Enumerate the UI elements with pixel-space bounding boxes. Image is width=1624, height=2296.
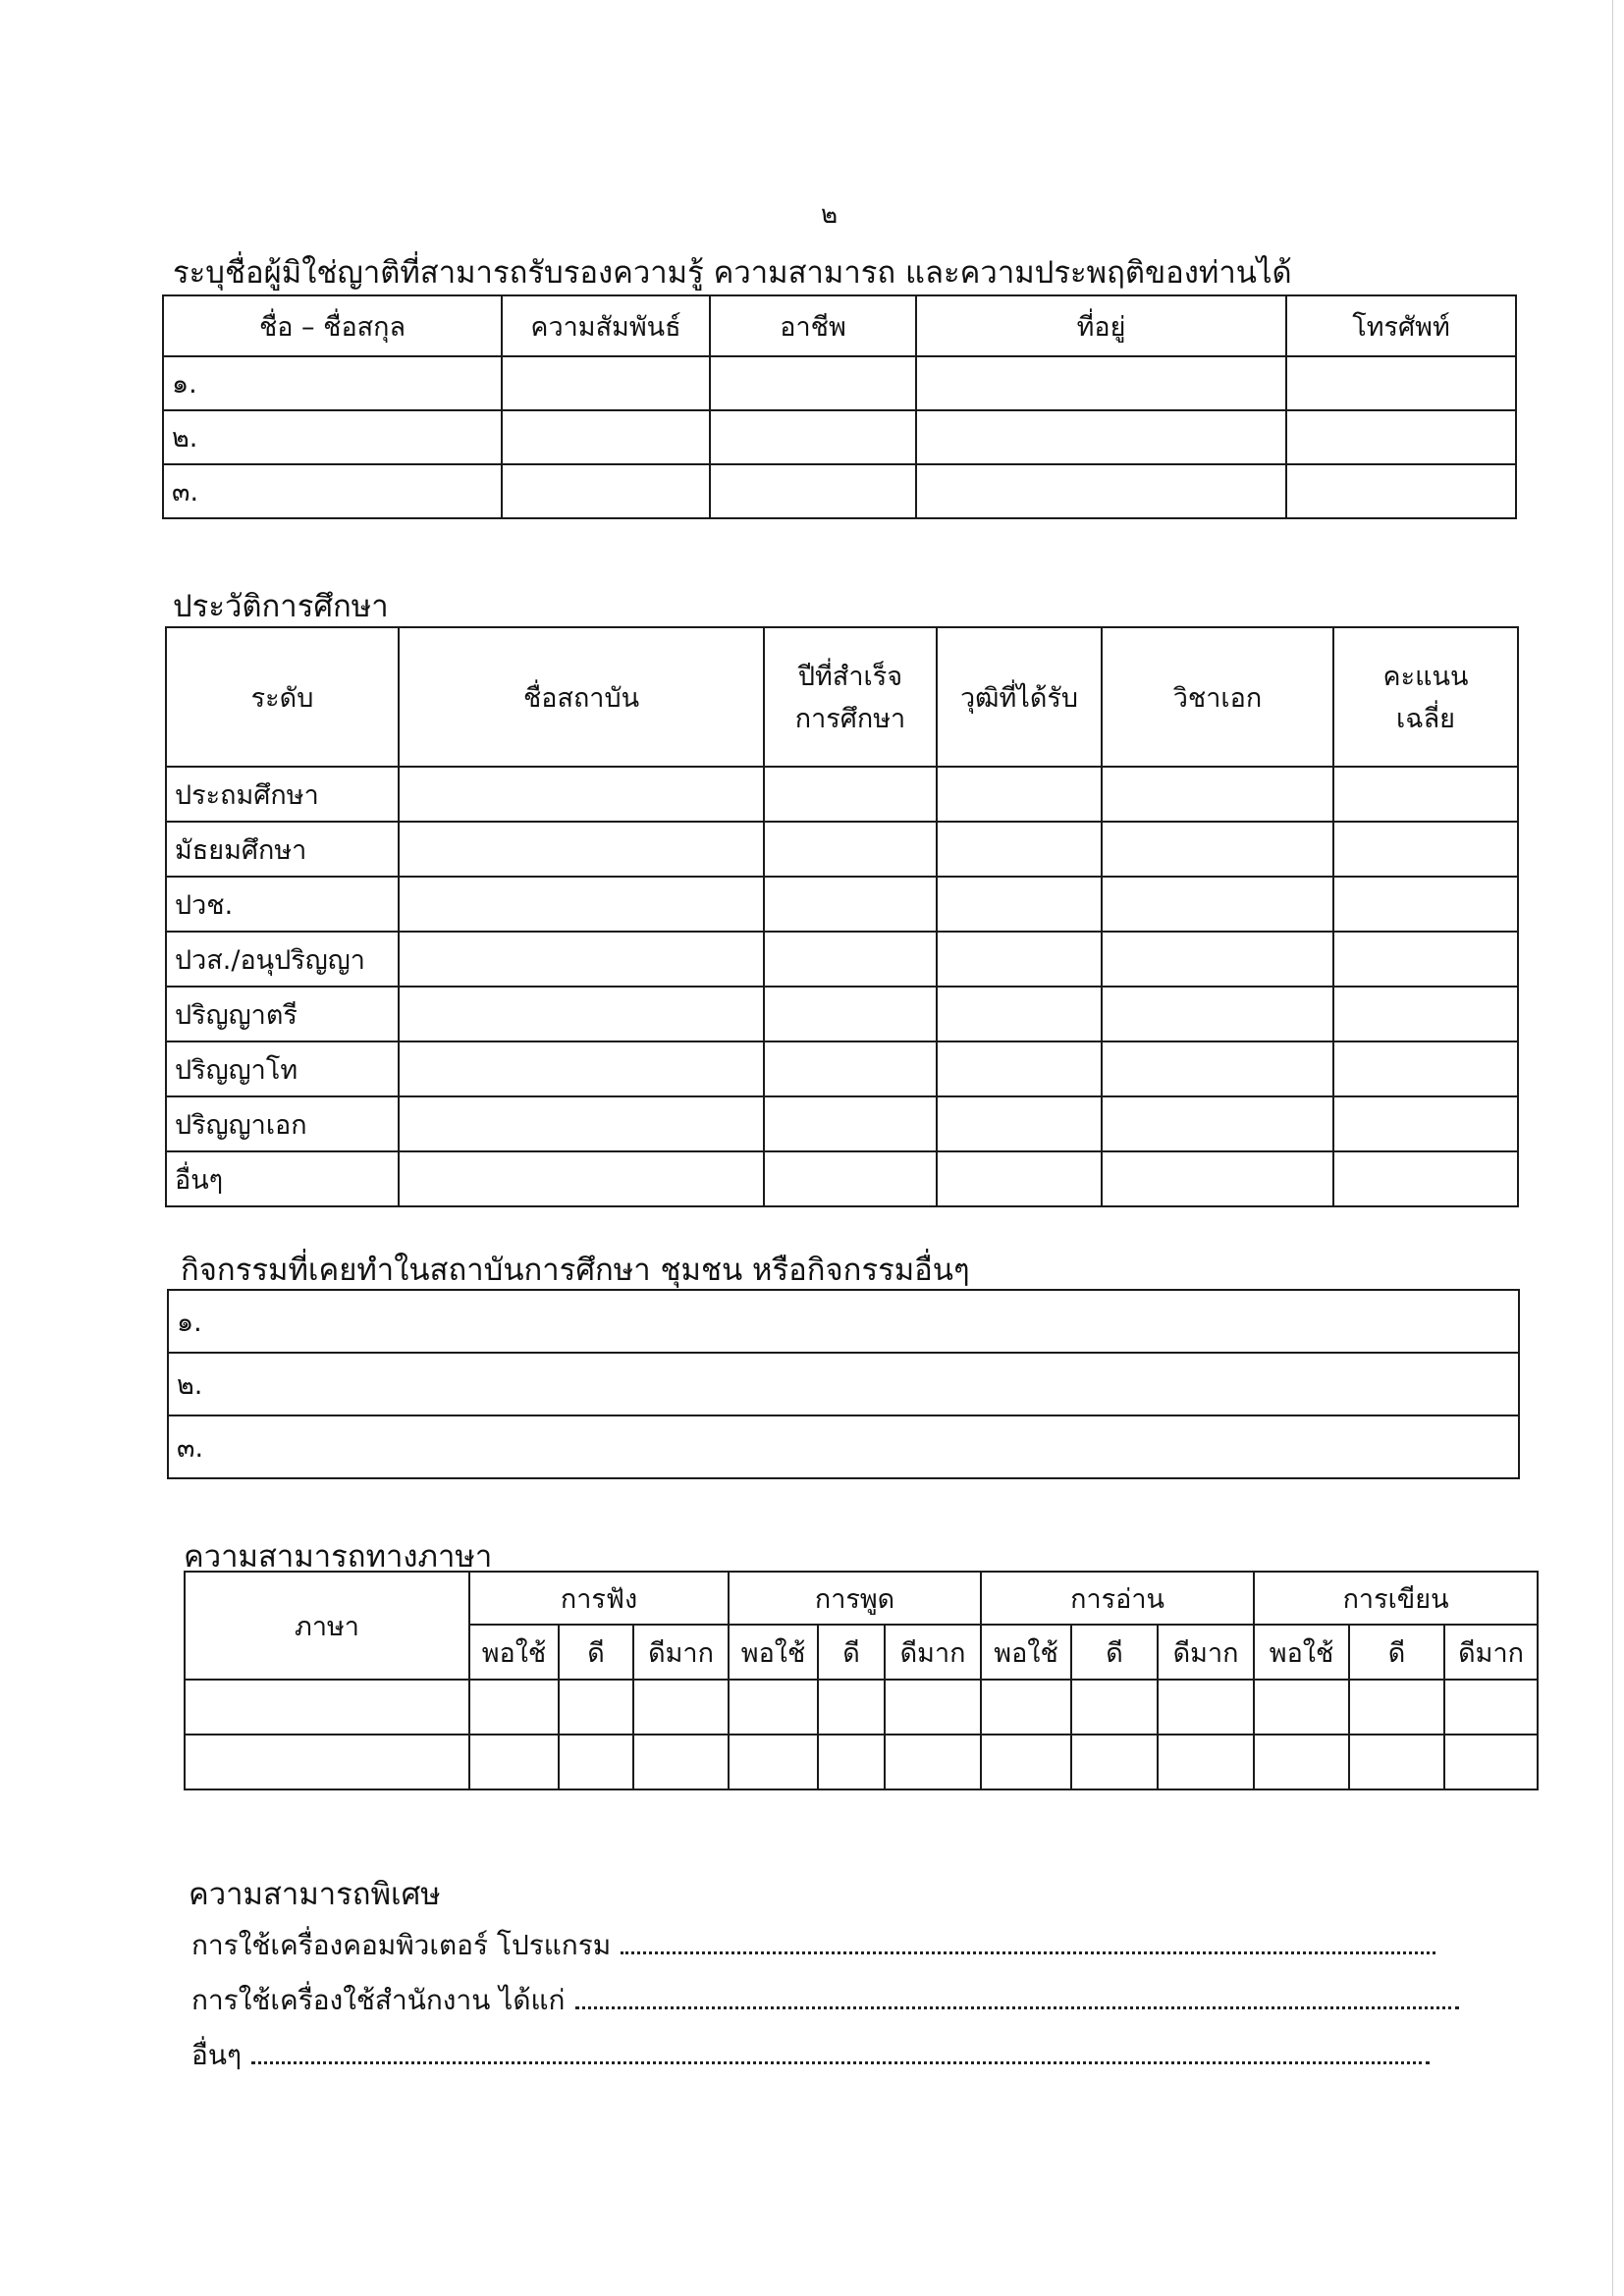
level-fair: พอใช้ [729, 1625, 818, 1680]
header-graduation-year [764, 627, 937, 767]
education-table [165, 626, 1519, 1207]
input-cell[interactable] [559, 1735, 633, 1789]
header-name: ชื่อ – ชื่อสกุล [163, 295, 502, 356]
header-gpa-line1: คะแนน [1382, 662, 1469, 692]
references-heading: ระบุชื่อผู้มิใช่ญาติที่สามารถรับรองความรู้ ความสามารถ และความประพฤติของท่านได้ [173, 255, 1292, 291]
input-cell[interactable] [1102, 932, 1333, 987]
activity-line[interactable]: ๑. [168, 1290, 1519, 1353]
input-cell[interactable] [1444, 1735, 1538, 1789]
input-cell[interactable] [818, 1680, 885, 1735]
input-cell[interactable] [818, 1735, 885, 1789]
office-ability-line [191, 1979, 1459, 2022]
input-cell[interactable] [1333, 1041, 1518, 1096]
level-good: ดี [1071, 1625, 1158, 1680]
table-row [185, 1680, 1538, 1735]
education-heading: ประวัติการศึกษา [173, 589, 389, 624]
input-cell[interactable] [764, 822, 937, 877]
input-cell[interactable] [1349, 1680, 1444, 1735]
other-ability-label: อื่นๆ [191, 2039, 242, 2071]
input-cell[interactable] [729, 1680, 818, 1735]
computer-ability-field[interactable] [621, 1930, 1435, 1954]
input-cell[interactable] [916, 356, 1286, 410]
level-excellent: ดีมาก [633, 1625, 729, 1680]
level-good: ดี [1349, 1625, 1444, 1680]
table-row [166, 1151, 1518, 1206]
input-cell[interactable] [1444, 1680, 1538, 1735]
input-cell[interactable] [633, 1680, 729, 1735]
education-level: ปวส./อนุปริญญา [166, 932, 399, 987]
header-graduation-year-line2: การศึกษา [794, 704, 906, 734]
input-cell[interactable] [710, 356, 916, 410]
input-cell[interactable] [916, 410, 1286, 464]
level-good: ดี [559, 1625, 633, 1680]
other-ability-line [191, 2034, 1430, 2077]
row-number: ๓. [163, 464, 502, 518]
table-row [166, 822, 1518, 877]
computer-ability-label: การใช้เครื่องคอมพิวเตอร์ โปรแกรม [191, 1929, 612, 1961]
input-cell[interactable] [764, 932, 937, 987]
level-good: ดี [818, 1625, 885, 1680]
header-institution: ชื่อสถาบัน [399, 627, 764, 767]
education-level: ปริญญาโท [166, 1041, 399, 1096]
level-excellent: ดีมาก [1444, 1625, 1538, 1680]
header-occupation: อาชีพ [710, 295, 916, 356]
header-gpa-line2: เฉลี่ย [1396, 704, 1455, 734]
input-cell[interactable] [1333, 987, 1518, 1041]
header-relationship: ความสัมพันธ์ [502, 295, 710, 356]
input-cell[interactable] [937, 932, 1102, 987]
header-phone: โทรศัพท์ [1286, 295, 1516, 356]
input-cell[interactable] [764, 987, 937, 1041]
input-cell[interactable] [710, 410, 916, 464]
header-reading: การอ่าน [981, 1572, 1254, 1625]
row-number: ๑. [163, 356, 502, 410]
level-excellent: ดีมาก [885, 1625, 981, 1680]
input-cell[interactable] [1254, 1735, 1349, 1789]
table-row [166, 987, 1518, 1041]
level-fair: พอใช้ [469, 1625, 559, 1680]
input-cell[interactable] [1286, 464, 1516, 518]
references-table [162, 294, 1517, 519]
activity-line[interactable]: ๒. [168, 1353, 1519, 1415]
input-cell[interactable] [502, 356, 710, 410]
input-cell[interactable] [1333, 1151, 1518, 1206]
education-level: ปวช. [166, 877, 399, 932]
input-cell[interactable] [1102, 1151, 1333, 1206]
table-row [168, 1353, 1519, 1415]
input-cell[interactable] [981, 1735, 1071, 1789]
table-row [166, 767, 1518, 822]
input-cell[interactable] [399, 987, 764, 1041]
input-cell[interactable] [937, 1151, 1102, 1206]
office-ability-label: การใช้เครื่องใช้สำนักงาน ได้แก่ [191, 1984, 566, 2016]
input-cell[interactable] [502, 464, 710, 518]
input-cell[interactable] [1102, 822, 1333, 877]
table-row [166, 877, 1518, 932]
office-ability-field[interactable] [575, 1985, 1459, 2009]
input-cell[interactable] [469, 1680, 559, 1735]
header-major: วิชาเอก [1102, 627, 1333, 767]
input-cell[interactable] [1333, 767, 1518, 822]
activities-heading: กิจกรรมที่เคยทำในสถาบันการศึกษา ชุมชน หรือกิจกรรมอื่นๆ [181, 1253, 970, 1288]
input-cell[interactable] [729, 1735, 818, 1789]
table-row [163, 356, 1516, 410]
input-cell[interactable] [1333, 932, 1518, 987]
input-cell[interactable] [1333, 1096, 1518, 1151]
input-cell[interactable] [1333, 877, 1518, 932]
activity-line[interactable]: ๓. [168, 1415, 1519, 1478]
education-level: ปริญญาเอก [166, 1096, 399, 1151]
language-table [184, 1571, 1539, 1790]
level-fair: พอใช้ [981, 1625, 1071, 1680]
input-cell[interactable] [399, 1041, 764, 1096]
input-cell[interactable] [764, 1041, 937, 1096]
input-cell[interactable] [1286, 356, 1516, 410]
computer-ability-line [191, 1924, 1435, 1967]
header-address: ที่อยู่ [916, 295, 1286, 356]
input-cell[interactable] [885, 1735, 981, 1789]
input-cell[interactable] [764, 1151, 937, 1206]
input-cell[interactable] [937, 822, 1102, 877]
input-cell[interactable] [1071, 1680, 1158, 1735]
input-cell[interactable] [937, 987, 1102, 1041]
header-graduation-year-line1: ปีที่สำเร็จ [797, 662, 903, 692]
input-cell[interactable] [885, 1680, 981, 1735]
table-row [166, 1096, 1518, 1151]
education-level: ปริญญาตรี [166, 987, 399, 1041]
input-cell[interactable] [399, 1096, 764, 1151]
input-cell[interactable] [710, 464, 916, 518]
input-cell[interactable] [399, 822, 764, 877]
table-row [163, 464, 1516, 518]
input-cell[interactable] [559, 1680, 633, 1735]
input-cell[interactable] [764, 1096, 937, 1151]
input-cell[interactable] [1286, 410, 1516, 464]
input-cell[interactable] [399, 1151, 764, 1206]
header-gpa [1333, 627, 1518, 767]
input-cell[interactable] [1333, 822, 1518, 877]
header-degree: วุฒิที่ได้รับ [937, 627, 1102, 767]
table-row [163, 410, 1516, 464]
education-level: มัธยมศึกษา [166, 822, 399, 877]
input-cell[interactable] [764, 767, 937, 822]
header-language: ภาษา [185, 1572, 469, 1680]
input-cell[interactable] [1349, 1735, 1444, 1789]
header-speaking: การพูด [729, 1572, 981, 1625]
header-writing: การเขียน [1254, 1572, 1538, 1625]
input-cell[interactable] [1254, 1680, 1349, 1735]
input-cell[interactable] [469, 1735, 559, 1789]
input-cell[interactable] [916, 464, 1286, 518]
table-row [168, 1290, 1519, 1353]
input-cell[interactable] [1102, 1041, 1333, 1096]
input-cell[interactable] [1102, 877, 1333, 932]
input-cell[interactable] [399, 767, 764, 822]
level-excellent: ดีมาก [1158, 1625, 1254, 1680]
input-cell[interactable] [937, 1096, 1102, 1151]
table-row [185, 1735, 1538, 1789]
input-cell[interactable] [937, 1041, 1102, 1096]
other-ability-field[interactable] [251, 2040, 1430, 2064]
input-cell[interactable] [399, 877, 764, 932]
page-number: ๒ [821, 200, 839, 230]
input-cell[interactable] [1102, 767, 1333, 822]
input-cell[interactable] [937, 877, 1102, 932]
table-row [166, 1041, 1518, 1096]
education-level: ประถมศึกษา [166, 767, 399, 822]
language-name-cell[interactable] [185, 1680, 469, 1735]
input-cell[interactable] [1158, 1735, 1254, 1789]
input-cell[interactable] [399, 932, 764, 987]
input-cell[interactable] [1158, 1680, 1254, 1735]
input-cell[interactable] [633, 1735, 729, 1789]
input-cell[interactable] [981, 1680, 1071, 1735]
table-row [168, 1415, 1519, 1478]
header-listening: การฟัง [469, 1572, 729, 1625]
input-cell[interactable] [1102, 1096, 1333, 1151]
language-name-cell[interactable] [185, 1735, 469, 1789]
input-cell[interactable] [1102, 987, 1333, 1041]
page-edge-line [1612, 0, 1613, 2296]
activities-table [167, 1289, 1520, 1479]
row-number: ๒. [163, 410, 502, 464]
input-cell[interactable] [764, 877, 937, 932]
language-heading: ความสามารถทางภาษา [184, 1539, 493, 1575]
level-fair: พอใช้ [1254, 1625, 1349, 1680]
input-cell[interactable] [937, 767, 1102, 822]
header-level: ระดับ [166, 627, 399, 767]
education-level: อื่นๆ [166, 1151, 399, 1206]
input-cell[interactable] [502, 410, 710, 464]
special-heading: ความสามารถพิเศษ [189, 1877, 441, 1912]
table-row [166, 932, 1518, 987]
input-cell[interactable] [1071, 1735, 1158, 1789]
